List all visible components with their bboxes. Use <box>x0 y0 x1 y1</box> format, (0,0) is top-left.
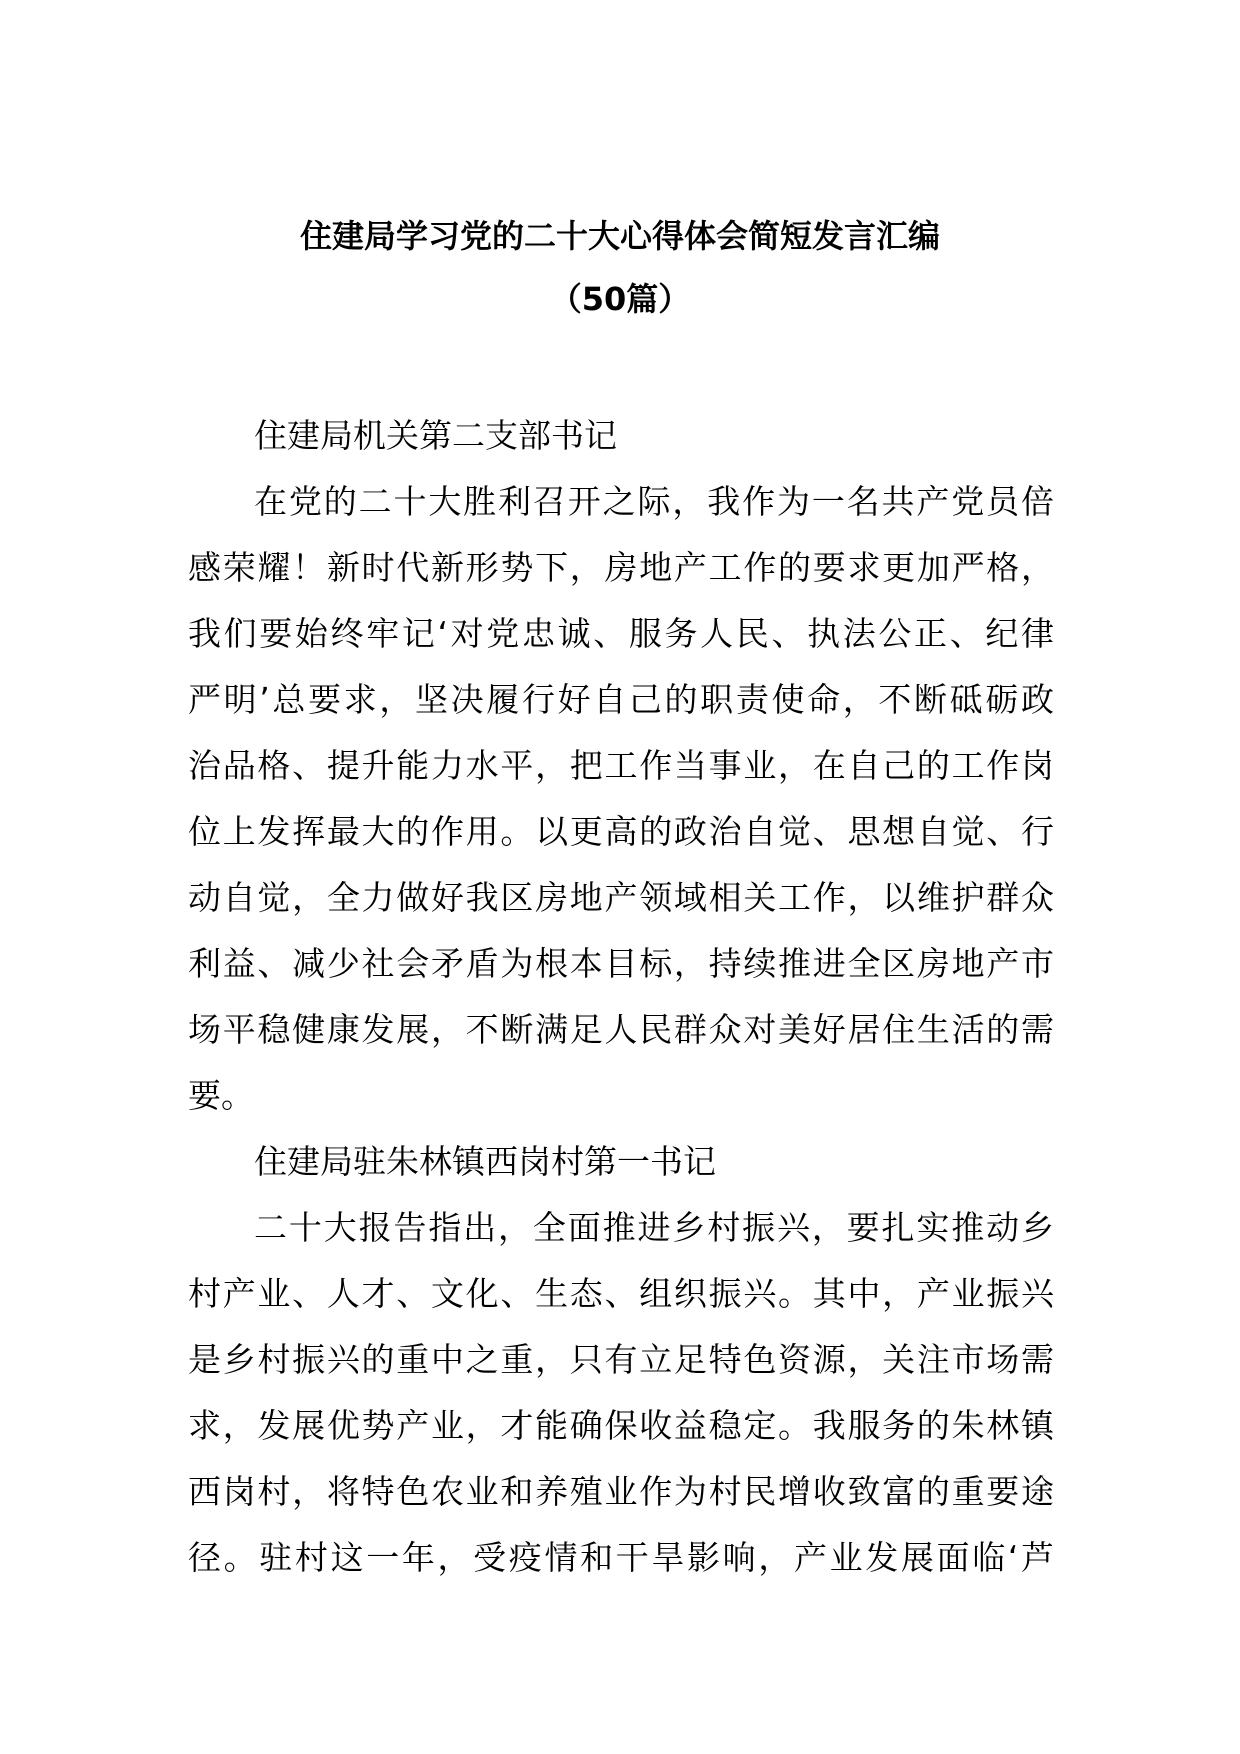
paragraph-line: 要。 <box>188 1076 254 1115</box>
paragraph-line: 治品格、提升能力水平，把工作当事业，在自己的工作岗 <box>188 746 1054 785</box>
paragraph-line: 感荣耀！新时代新形势下，房地产工作的要求更加严格， <box>188 548 1054 587</box>
paragraph-line: 是乡村振兴的重中之重，只有立足特色资源，关注市场需 <box>188 1340 1054 1379</box>
paragraph-line: 二十大报告指出，全面推进乡村振兴，要扎实推动乡 <box>254 1208 1054 1247</box>
paragraph-line: 求，发展优势产业，才能确保收益稳定。我服务的朱林镇 <box>188 1406 1054 1445</box>
paragraph-line: 我们要始终牢记‘对党忠诚、服务人民、执法公正、纪律 <box>188 614 1054 653</box>
paragraph-line: 径。驻村这一年，受疫情和干旱影响，产业发展面临‘芦 <box>188 1538 1054 1577</box>
document-title: 住建局学习党的二十大心得体会简短发言汇编 <box>299 217 940 255</box>
paragraph-line: 场平稳健康发展，不断满足人民群众对美好居住生活的需 <box>188 1010 1054 1049</box>
section-speaker: 住建局机关第二支部书记 <box>254 416 617 455</box>
paragraph-line: 位上发挥最大的作用。以更高的政治自觉、思想自觉、行 <box>188 812 1054 851</box>
section-speaker: 住建局驻朱林镇西岗村第一书记 <box>254 1142 716 1181</box>
document-subtitle: （50篇） <box>549 280 691 318</box>
paragraph-line: 西岗村，将特色农业和养殖业作为村民增收致富的重要途 <box>188 1472 1054 1511</box>
paragraph-line: 利益、减少社会矛盾为根本目标，持续推进全区房地产市 <box>188 944 1054 983</box>
paragraph-line: 严明’总要求，坚决履行好自己的职责使命，不断砥砺政 <box>188 680 1054 719</box>
paragraph-line: 动自觉，全力做好我区房地产领域相关工作，以维护群众 <box>188 878 1054 917</box>
paragraph-line: 村产业、人才、文化、生态、组织振兴。其中，产业振兴 <box>188 1274 1054 1313</box>
paragraph-line: 在党的二十大胜利召开之际，我作为一名共产党员倍 <box>254 482 1054 521</box>
document-body <box>188 403 1054 1591</box>
